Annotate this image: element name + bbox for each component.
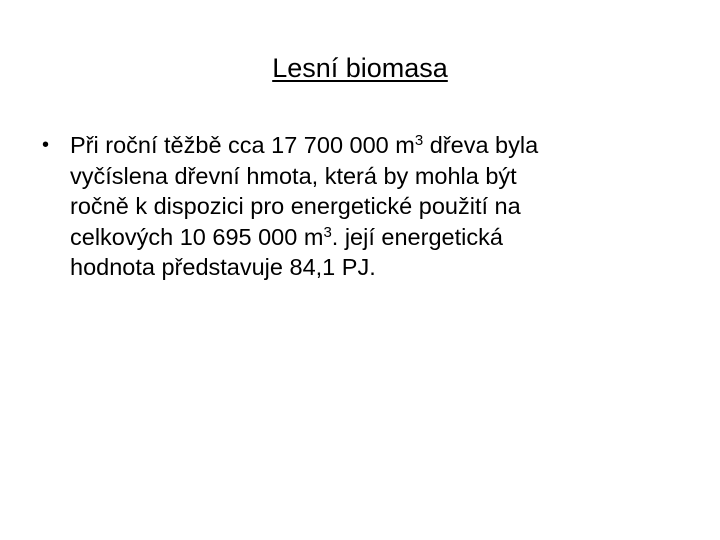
bullet-icon: • (42, 134, 50, 156)
slide-title: Lesní biomasa (272, 53, 448, 83)
text-segment: celkových 10 695 000 m (70, 223, 324, 250)
bullet-line-2: vyčíslena dřevní hmota, která by mohla být (70, 162, 517, 189)
text-segment: Při roční těžbě cca 17 700 000 m (70, 132, 415, 158)
bullet-line-4 (70, 222, 672, 253)
text-segment: . její energetická (331, 223, 503, 250)
bullet-list (42, 130, 672, 283)
superscript: 3 (414, 132, 424, 149)
text-segment: dřeva byla (423, 132, 539, 158)
bullet-line-5: hodnota představuje 84,1 PJ. (70, 254, 376, 280)
bullet-line-3: ročně k dispozici pro energetické použití na (70, 193, 521, 219)
bullet-item (42, 130, 672, 283)
superscript: 3 (323, 223, 332, 241)
bullet-line-1 (70, 130, 672, 161)
